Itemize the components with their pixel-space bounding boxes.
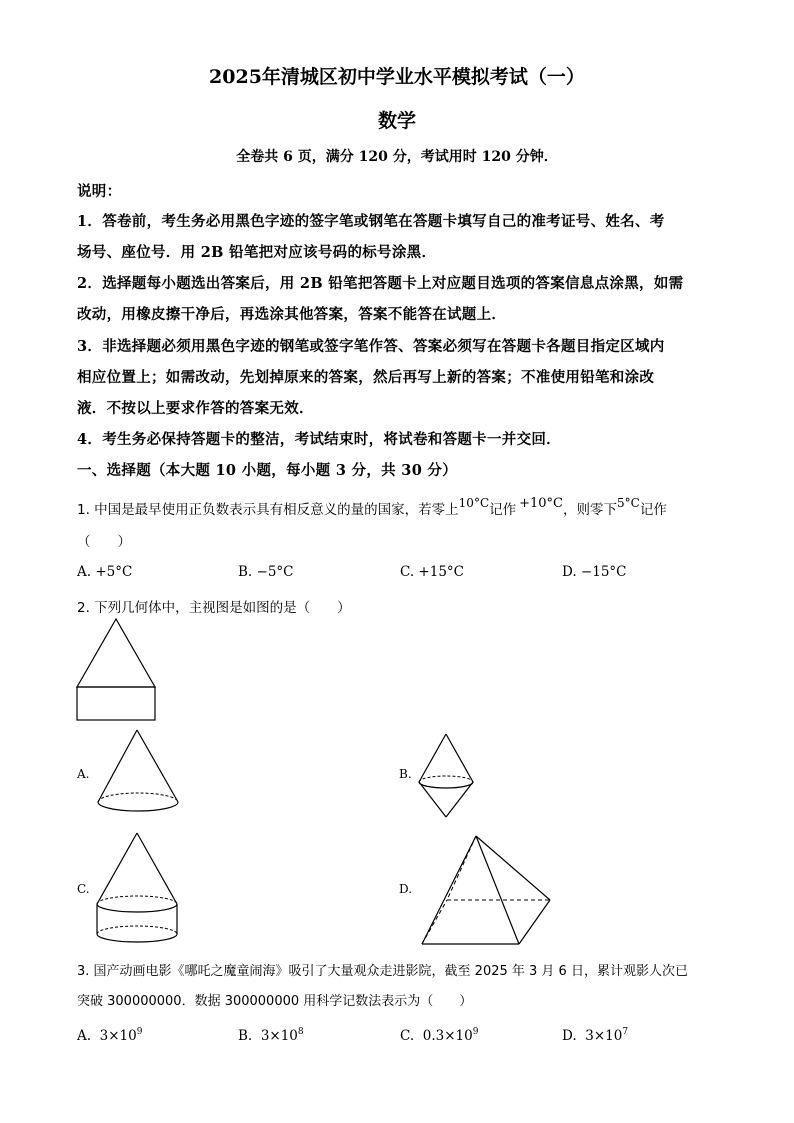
- note-3-line-3: 液．不按以上要求作答的答案无效．: [77, 400, 314, 417]
- section-heading: 一、选择题（本大题 10 小题，每小题 3 分，共 30 分）: [77, 462, 458, 479]
- note-1-line-1: 1．答卷前，考生务必用黑色字迹的签字笔或钢笔在答题卡填写自己的准考证号、姓名、考: [77, 213, 665, 230]
- q1-option-d: D. −15°C: [562, 564, 627, 580]
- q1-temp-1: 10°C: [458, 496, 490, 510]
- exam-title: 2025年清城区初中学业水平模拟考试（一）: [209, 66, 585, 88]
- q3-a-mantissa: 3×10: [99, 1028, 137, 1044]
- q1-option-b: B. −5°C: [238, 564, 294, 580]
- q3-b-exponent: 8: [297, 1027, 304, 1037]
- q1-temp-2: +10°C: [519, 496, 564, 511]
- q3-d-mantissa: 3×10: [585, 1028, 623, 1044]
- q1-part-2: 记作: [489, 502, 517, 518]
- q3-d-label: D.: [562, 1028, 577, 1044]
- q2-label-c: C.: [77, 882, 90, 896]
- question-2-stem: 2. 下列几何体中，主视图是如图的是（ ）: [77, 600, 351, 616]
- note-2-line-2: 改动，用橡皮擦干净后，再选涂其他答案，答案不能答在试题上．: [77, 306, 507, 323]
- q3-c-mantissa: 0.3×10: [422, 1028, 473, 1044]
- q1-part-3: ，则零下: [563, 502, 618, 518]
- exam-info: 全卷共 6 页，满分 120 分，考试用时 120 分钟．: [236, 149, 558, 165]
- q2-label-b: B.: [399, 767, 412, 781]
- q1-option-a: A. +5°C: [77, 564, 133, 580]
- note-1-line-2: 场号、座位号．用 2B 铅笔把对应该号码的标号涂黑．: [77, 244, 437, 261]
- q1-option-c: C. +15°C: [400, 564, 464, 580]
- q1-part-1: 1. 中国是最早使用正负数表示具有相反意义的量的国家，若零上: [77, 502, 459, 518]
- note-4-line-1: 4．考生务必保持答题卡的整洁，考试结束时，将试卷和答题卡一并交回．: [77, 431, 561, 448]
- q1-part-4: 记作: [639, 502, 667, 518]
- question-3-line-2: 突破 300000000．数据 300000000 用科学记数法表示为（ ）: [77, 994, 473, 1009]
- q3-d-exponent: 7: [622, 1027, 629, 1037]
- q3-a-exponent: 9: [136, 1027, 143, 1037]
- q3-c-label: C.: [400, 1028, 415, 1044]
- question-3-line-1: 3. 国产动画电影《哪吒之魔童闹海》吸引了大量观众走进影院，截至 2025 年 3 月 6 日，累计观影人次已: [77, 964, 688, 979]
- q3-b-mantissa: 3×10: [260, 1028, 298, 1044]
- q1-temp-3: 5°C: [617, 496, 640, 510]
- q3-a-label: A.: [77, 1028, 92, 1044]
- note-3-line-2: 相应位置上；如需改动，先划掉原来的答案，然后再写上新的答案；不准使用铅笔和涂改: [77, 369, 655, 386]
- q3-option-b: [238, 1028, 304, 1044]
- notes-heading: 说明：: [77, 183, 122, 200]
- note-3-line-1: 3．非选择题必须用黑色字迹的钢笔或签字笔作答、答案必须写在答题卡各题目指定区域内: [77, 338, 665, 355]
- q3-option-c: [400, 1028, 478, 1044]
- subject-title: 数学: [377, 110, 416, 132]
- q3-option-a: [77, 1028, 142, 1044]
- q3-c-exponent: 9: [472, 1027, 479, 1037]
- q2-label-d: D.: [399, 882, 413, 896]
- note-2-line-1: 2．选择题每小题选出答案后，用 2B 铅笔把答题卡上对应题目选项的答案信息点涂黑，如需: [77, 275, 684, 292]
- q2-label-a: A.: [77, 767, 90, 781]
- q1-answer-paren: （ ）: [77, 534, 131, 550]
- q3-b-label: B.: [238, 1028, 253, 1044]
- q3-option-d: [562, 1028, 628, 1044]
